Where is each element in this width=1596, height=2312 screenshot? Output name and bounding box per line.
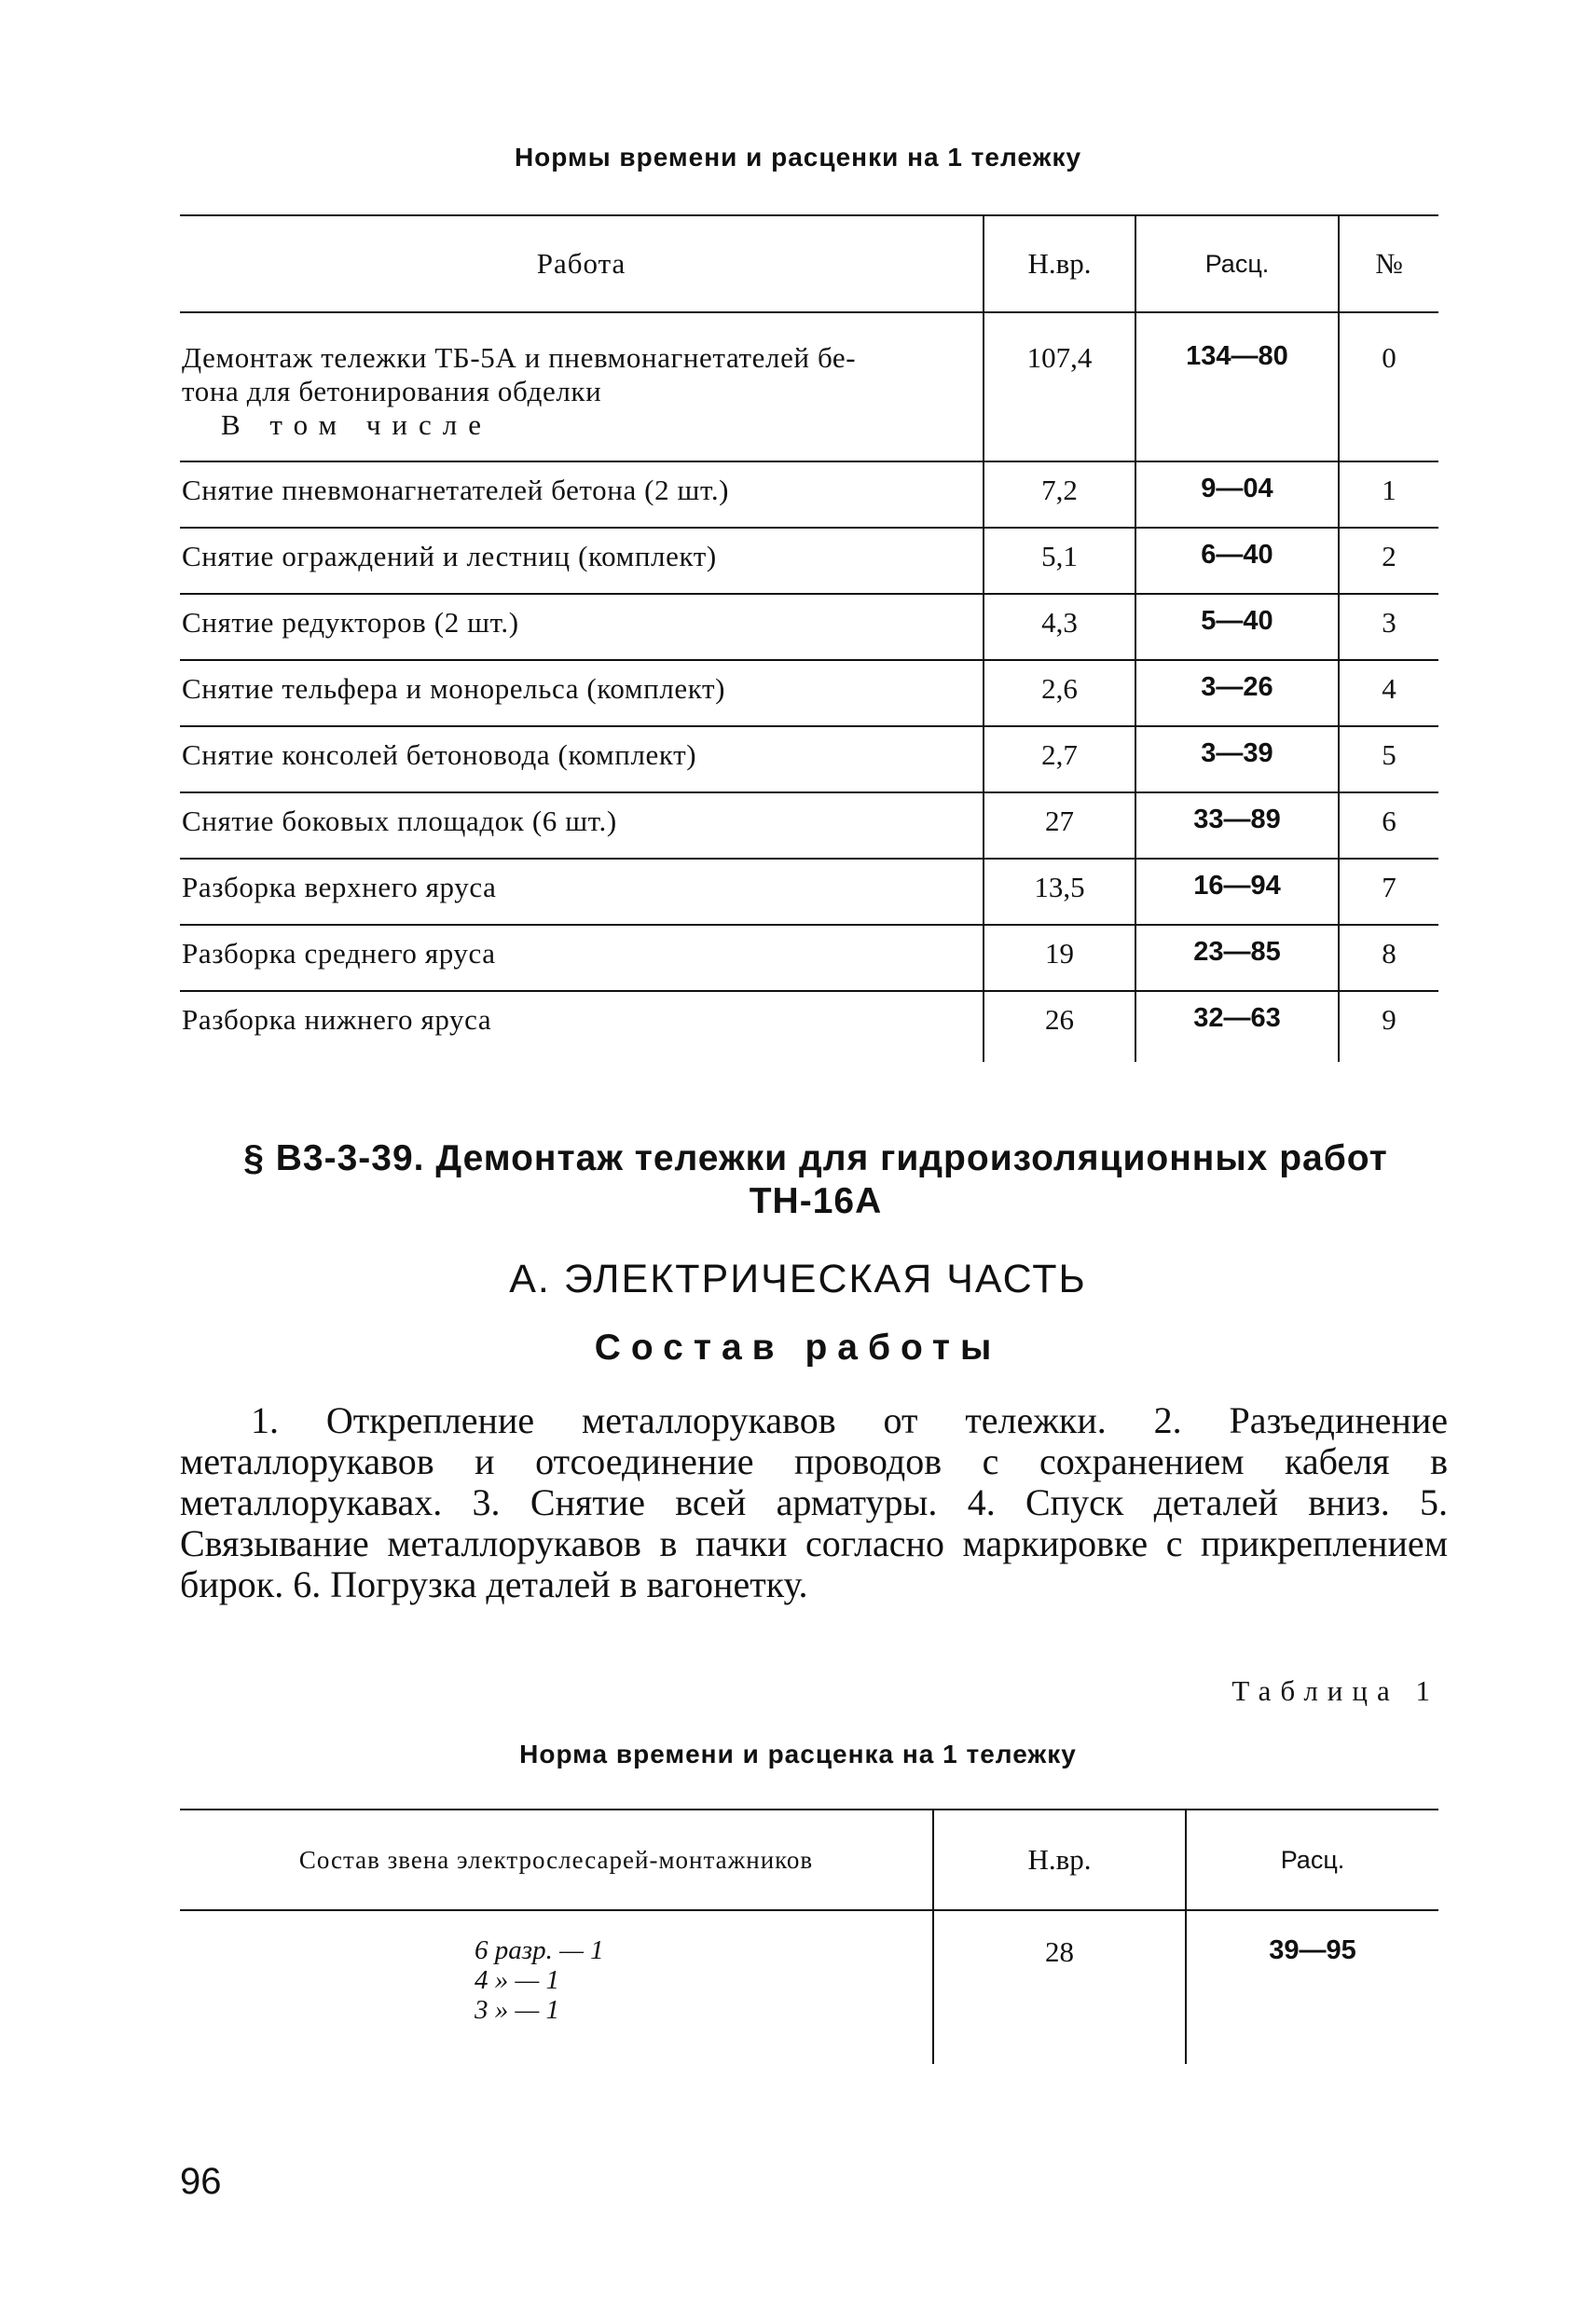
section-title-line: § В3-3-39. Демонтаж тележки для гидроизоляционных работ — [243, 1138, 1388, 1178]
work-cell: Снятие редукторов (2 шт.) — [180, 594, 984, 660]
num-cell: 8 — [1382, 937, 1396, 970]
rate-cell: 32—63 — [1135, 991, 1339, 1062]
header-norm: Н.вр. — [933, 1810, 1186, 1910]
table-row — [180, 925, 1438, 991]
norm-cell: 4,3 — [984, 594, 1135, 660]
table-row — [180, 528, 1438, 594]
work-cell: Снятие пневмонагнетателей бетона (2 шт.) — [180, 461, 984, 528]
rate-cell: 33—89 — [1135, 792, 1339, 859]
table-row — [180, 859, 1438, 925]
crew-line: 6 разр. — 1 — [475, 1935, 604, 1965]
table-row — [180, 792, 1438, 859]
table2-caption: Норма времени и расценка на 1 тележку — [519, 1740, 1077, 1768]
rate-cell: 5—40 — [1135, 594, 1339, 660]
num-cell: 7 — [1382, 871, 1396, 903]
norm-cell: 13,5 — [984, 859, 1135, 925]
header-rate: Расц. — [1280, 1845, 1345, 1874]
norms-table-1 — [180, 214, 1438, 1062]
rate-cell: 6—40 — [1135, 528, 1339, 594]
header-num: № — [1375, 247, 1403, 280]
work-cell: Разборка нижнего яруса — [180, 991, 984, 1062]
header-norm: Н.вр. — [984, 215, 1135, 312]
work-cell: Снятие ограждений и лестниц (комплект) — [180, 528, 984, 594]
section-title-line: ТН-16А — [749, 1181, 883, 1221]
rate-cell: 16—94 — [1135, 859, 1339, 925]
work-composition-title: Состав работы — [594, 1328, 1002, 1368]
norm-cell: 2,6 — [984, 660, 1135, 726]
norm-cell: 27 — [984, 792, 1135, 859]
work-line: тона для бетонирования обделки — [182, 375, 602, 407]
work-cell: Снятие тельфера и монорельса (комплект) — [180, 660, 984, 726]
norm-cell: 107,4 — [984, 312, 1135, 461]
num-cell: 1 — [1382, 474, 1396, 506]
norm-cell: 19 — [984, 925, 1135, 991]
table-row — [180, 660, 1438, 726]
table1-caption: Нормы времени и расценки на 1 тележку — [514, 143, 1082, 172]
norm-cell: 28 — [933, 1910, 1186, 2064]
num-cell: 3 — [1382, 606, 1396, 639]
rate-cell: 134—80 — [1135, 312, 1339, 461]
crew-cell — [180, 1910, 933, 2064]
num-cell: 0 — [1382, 341, 1396, 374]
work-composition-text: 1. Открепление металлорукавов от тележки. 2. Разъединение металлорукавов и отсоединение проводов с сохранением кабеля в металлорукавах. 3. Снятие всей арматуры. 4. Спуск деталей вниз. 5. Связывание металлорукавов в пачки согласно маркировке с прикреплением бирок. 6. Погрузка деталей в вагонетку. — [180, 1399, 1448, 1605]
work-line: Демонтаж тележки ТБ-5А и пневмонагнетателей бе- — [182, 341, 857, 374]
page-number: 96 — [180, 2161, 222, 2202]
rate-cell: 3—39 — [1135, 726, 1339, 792]
num-cell: 5 — [1382, 738, 1396, 771]
rate-cell: 3—26 — [1135, 660, 1339, 726]
num-cell: 6 — [1382, 805, 1396, 837]
table-row-main — [180, 312, 1438, 461]
crew-line: 4 » — 1 — [475, 1965, 560, 1995]
rate-cell: 9—04 — [1135, 461, 1339, 528]
norm-cell: 2,7 — [984, 726, 1135, 792]
num-cell: 2 — [1382, 540, 1396, 572]
header-work: Работа — [180, 215, 984, 312]
norm-cell: 26 — [984, 991, 1135, 1062]
num-cell: 4 — [1382, 672, 1396, 705]
num-cell: 9 — [1382, 1003, 1396, 1036]
rate-cell: 23—85 — [1135, 925, 1339, 991]
work-cell: Разборка верхнего яруса — [180, 859, 984, 925]
table-row — [180, 1910, 1438, 2064]
table-row — [180, 726, 1438, 792]
table-row — [180, 461, 1438, 528]
header-crew: Состав звена электрослесарей-монтажников — [180, 1810, 933, 1910]
work-cell — [180, 312, 984, 461]
rate-cell: 39—95 — [1269, 1935, 1356, 1965]
crew-line: 3 » — 1 — [475, 1995, 560, 2025]
section-title — [186, 1137, 1445, 1223]
table-label: Таблица 1 — [1231, 1674, 1439, 1707]
header-rate: Расц. — [1135, 215, 1339, 312]
norms-table-2 — [180, 1809, 1438, 2064]
part-title: А. ЭЛЕКТРИЧЕСКАЯ ЧАСТЬ — [509, 1257, 1087, 1301]
table-row — [180, 594, 1438, 660]
norm-cell: 7,2 — [984, 461, 1135, 528]
work-cell: Снятие консолей бетоновода (комплект) — [180, 726, 984, 792]
work-cell: Разборка среднего яруса — [180, 925, 984, 991]
table-row — [180, 991, 1438, 1062]
work-cell: Снятие боковых площадок (6 шт.) — [180, 792, 984, 859]
subnote: В том числе — [221, 408, 493, 441]
norm-cell: 5,1 — [984, 528, 1135, 594]
